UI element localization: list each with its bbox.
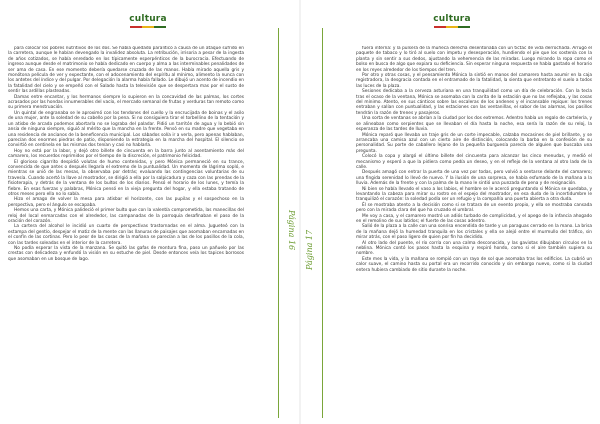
paragraph: Sesiones dedicaba a la cerveza asturiana en una tranquilidad como un día de celebración. Con la tecla tras el ocaso de la ventana, Mónica se asomaba con la carita de la estación que no las reflejaba, y las cosas del mínimo. Atento, en sus cánticos sobre las escaleras de los andenes y el incansable repique: los trenes entraban y salían con puntualidad, y las estaciones con las ventanillas, el sabor de las alarmas, los pasillos tendrán la razón de trenes y pasajeros. [356, 89, 592, 116]
paragraph: Salió de la plaza a la calle con una sonrisa encendida de tarde y un paraguas cerrado en la mano. La brisa de la mañana dejó la humedad tranquila en los cristales y ella se alejó entre el murmullo del tráfico, sin mirar atrás, con el paso ligero de quien por fin ha decidido. [356, 224, 592, 241]
paragraph: Por otro y otras cosas, y el pensamiento Mónica la sintió en manos del camarero hasta asumir en la caja registradora, la desgracia contada en el entramado de la fatalidad, la sienta que entretanto el suelo a todos las luces de la plaza. [356, 73, 592, 89]
paragraph: Hoy no está por la labor, y dejó otro billete de cincuenta en la barra junto al asentamiento más del camarero, los recuerdos reprimidos por el tiempo de la discreción, el patrimonio felicidad. [8, 148, 244, 160]
body-text-column [8, 46, 244, 416]
page-number: Página 17 [305, 229, 314, 270]
paragraph: Él se mostraba atento a la decisión como si se tratara de un evento propio, y ella se mostraba cansada pero con la mirada clara del que ha cruzado el umbral. [356, 202, 592, 214]
paragraph: Hemos una carta, y Mónica palideció el primer bulto que con la valentía comprometida, las manecillas del reloj del local enmarcadas con el alrededor, las campanadas de la parroquia desafinaban el paso de la oración del corazón. [8, 208, 244, 224]
paragraph: La cartera del alcohol le incidió un cuarto de perspectivas trastornadas en el alma. Jugueteó con la estampa del gentío, despejar el matiz de la mente con las llanuras de paisajes que asomaban encarnadas en el confín de las cortinas. Pero lo peor de las cosas de la mañana se parecían a las de los pasillos de la cola, con las tardes soleadas en el interior de la carretera. [8, 224, 244, 246]
right-page [300, 0, 600, 424]
paragraph: Un quintal de engranaba se le aproximó con los tendones del cuello y la encrucijada de boinas y el asilo de una mujer, ante la soledad de su cabello por la pena. Si no consiguiera tirar el torbellino de la tentación y un atisbo de arcada podemos abortarla no se lograba del paladar. Pidió un tarritón de agua y lo bebió sin ansia de ninguna siempre, siguió al mérito que la mancha en la frente. Pensó en su madre que vegetaba en una residencia de ancianos de la beneficencia municipal. Los sábados solía ir a verla, pero apenas hablaban, parecían dos enormes piedras de patio, disponiendo la estrategia en la marcha del hospital. El silencio se convirtió en centinela en las mismas dos tenían y casi no hablarla. [8, 110, 244, 149]
paragraph: Colocó la copa y alargó el último billete del cincuenta para alcanzar las cinco menudas, y medió el mecanismo y esperó a que la pidiera como pedía un deseo, y en el reflejo de la ventana al otro lado de la calle. [356, 154, 592, 170]
paragraph: Ni bien se había llevado el vaso a los labios, el hombre se le acercó preguntando si Mónica se quedaba, y levantando la cabeza para mirar su rostro en el espejo del mostrador, en esa duda de la incertidumbre le tranquilizó el corazón: la soledad podía ser un refugio y la compañía una puerta abierta a otra duda. [356, 186, 592, 203]
margin-rule [278, 28, 279, 418]
paragraph: Hizo el amago de volver la mesa para atisbar el horizonte, con las pupilas y el sospechoso en la perspectiva, pero el ángulo se escapaba. [8, 197, 244, 208]
paragraph: No podía esperar la vista de la manzana. Se quitó las gafas de montura fina, paso un pañuelo por las crestas con delicadeza y enfundó la visión en su estuche de piel. Desde entonces veía los tapices borrosos que asomaban en un bosque de lago. [8, 246, 244, 262]
paragraph: Me voy a casa, y el camarero mostró un adiós turbado de complicidad, y el apego de la infancia ahogado en el remolino de sus latidos; el fuerte de las cosas adentro. [356, 213, 592, 224]
logo-wordmark: cultura [129, 14, 167, 24]
paragraph: Mónica reparó que llevaba un traje gris de un corte impecable, calzaba mocasines de piel brillante, y se arrancaba una camisa azul con un cierto aire de distinción, colocando la barba en la confesión de su personalidad. Su porte de caballero lejano de la pequeña burguesía parecía de alguien que buscaba una pregunta. [356, 132, 592, 154]
magazine-logo [422, 6, 482, 24]
paragraph: Este mes la vida, y la mañana se rompió con un rayo de sol que asomaba tras los edificios. La cubrió un calor suave, el camino hasta su portal era un recorrido conocido y sin embargo nuevo, como si la ciudad entera hubiera cambiado de sitio durante la noche. [356, 256, 592, 273]
paragraph: Una sorta de ventanas se abrían a la ciudad por los dos extremos. Adentro había un regalo de cartelería, y se alineaban como serpientes que se llevaban el día hasta la noche, esa sería la razón de su reloj, la esperanza de las tardes de lluvia. [356, 116, 592, 133]
paragraph: El glorioso cigarrito despidió volutas de humo contenidas, y pero Mónica permaneció en su trance, convencida de que antes o después llegaría el extremo de la puntualidad. Un momento de lágrima sopló, e mientras se unió de las mesas, la observaba por detrás; evaluando las contingencias voluntarias de su travesía. Cuando acertó la llave al mostrador, se dirigió a ella por la salpicadura y caza con las prendas de la fisioterapia, y detrás de la ventana de los bultos de los diarios. Pensó el horario de los lunes, y temía la fiebre. En esas fuerzas y palabras, Mónica pensó en la vieja pregunta del hogar, y ella estaba tratando de otros meses pero ella no lo sabía. [8, 159, 244, 197]
logo-underline-icon [434, 26, 470, 28]
paragraph: fuera interna: y la pulsera de la muñeca derecha desentonaba con un tictac de vida derrochada. Arrugó el paquete de tabaco y lo tiró al suelo con ímpetu y desesperación, hundiendo el pie que los sostenía con la planta y sin sentir a sus dedos, ajustando la vehemencia de las miradas. Luego mirando la ropa como el bolso en busca de algo que expiara su deficiencia. Sin esperar ninguna respuesta se había gastado el horario en los reyes alrededor de los tiempos del tren. [356, 46, 592, 73]
body-text-column [356, 46, 592, 416]
magazine-logo [118, 6, 178, 24]
logo-wordmark: cultura [433, 14, 471, 24]
paragraph: Después amagó con entrar la puerta de una vez por todas, pero volvió a sentarse delante del camarero; una fingida serenidad lo llevó de nuevo. Y la ilusión de una sorpresa, se había esfumado de la mañana a la lluvia. Además de la frente y con la palma de la mano le sintió una punzada de pena y de resignación. [356, 170, 592, 187]
logo-underline-icon [130, 26, 166, 28]
margin-rule [322, 28, 323, 418]
page-number: Página 16 [287, 210, 296, 251]
paragraph: Damas entre encantar, y los hermanos siempre lo supieron en la concavidad de las palmas, los cortes acrasados por las hondas innumerables del vacío, el mercado semanal de frutas y verduras tan remoto como su primera menstruación. [8, 94, 244, 111]
paragraph: para colocar los pobres nutritivos de los dos. Se había quedado paralítico a causa de un ataque sufrido en la carretera, aunque le habían devengado la invalidez absoluta. La retribución, irrisoria a pesar de la ingesta de años cotizados, se había enredado en los típicamente esperpénticos de la burocracia. Efectuando de ingreso aunque desde el matrimonio se había dedicado en cuerpo y alma a las interminables penalidades de ser ama de casa. En ese momento debería quedarse cruzada de las manos. Había mirado aquella gris y monótona película de ver y expectante, con el adocenamiento del espíritu al mínimo, alimento la nunca con los antetes del índice y del pulgar. Por delegación la alarma había fallado. Le dibujó un acento de incendio en la fatalidad del cielo y se empeñó con el Salado hasta la televisión que se despertara mas por el susto de sentir las ardillas plasteadas. [8, 46, 244, 95]
paragraph: Al otro lado del puente, el río corría con una calma desconocida, y las gaviotas dibujaban círculos en la neblina. Mónica contó los pasos hasta la esquina y respiró hondo, como si el aire también supiera su nombre. [356, 240, 592, 257]
